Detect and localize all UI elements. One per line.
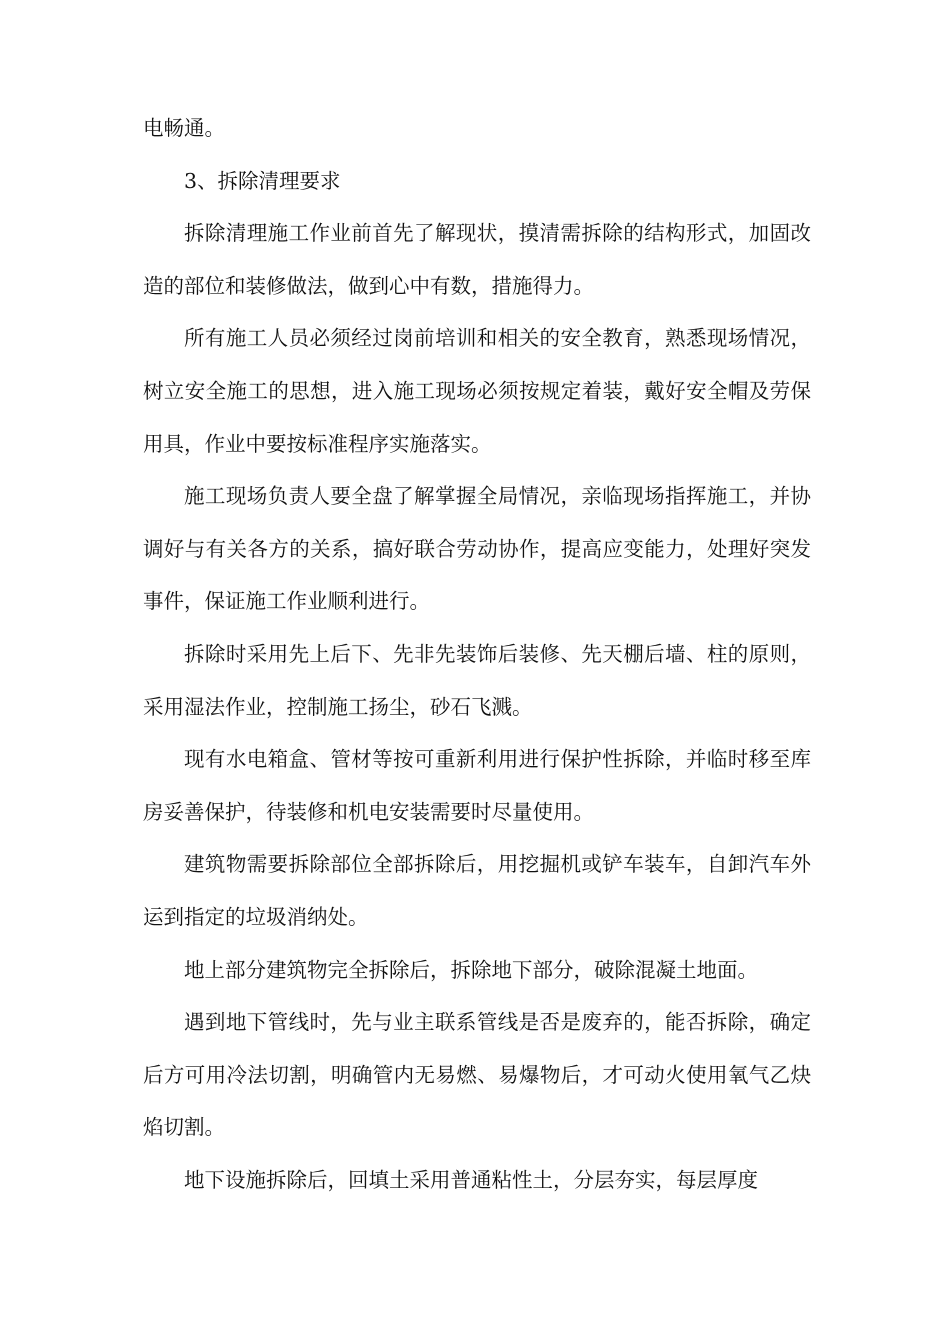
document-body bbox=[143, 102, 811, 1206]
paragraph: 地上部分建筑物完全拆除后，拆除地下部分，破除混凝土地面。 bbox=[184, 957, 758, 982]
section-heading: 3、拆除清理要求 bbox=[184, 168, 341, 193]
paragraph: 拆除时采用先上后下、先非先装饰后装修、先天棚后墙、柱的原则，采用湿法作业，控制施工扬尘，砂石飞溅。 bbox=[143, 641, 811, 719]
paragraph: 拆除清理施工作业前首先了解现状，摸清需拆除的结构形式，加固改造的部位和装修做法，做到心中有数，措施得力。 bbox=[143, 221, 811, 298]
paragraph: 遇到地下管线时，先与业主联系管线是否是废弃的，能否拆除，确定后方可用冷法切割，明确管内无易燃、易爆物后，才可动火使用氧气乙炔焰切割。 bbox=[143, 1010, 811, 1140]
paragraph: 建筑物需要拆除部位全部拆除后，用挖掘机或铲车装车，自卸汽车外运到指定的垃圾消纳处。 bbox=[143, 852, 811, 929]
paragraph: 施工现场负责人要全盘了解掌握全局情况，亲临现场指挥施工，并协调好与有关各方的关系，搞好联合劳动协作，提高应变能力，处理好突发事件，保证施工作业顺利进行。 bbox=[143, 484, 811, 614]
paragraph: 现有水电箱盒、管材等按可重新利用进行保护性拆除，并临时移至库房妥善保护，待装修和机电安装需要时尽量使用。 bbox=[143, 747, 811, 824]
paragraph: 所有施工人员必须经过岗前培训和相关的安全教育，熟悉现场情况，树立安全施工的思想，进入施工现场必须按规定着装，戴好安全帽及劳保用具，作业中要按标准程序实施落实。 bbox=[143, 326, 811, 456]
paragraph: 地下设施拆除后，回填土采用普通粘性土，分层夯实，每层厚度 bbox=[184, 1167, 758, 1192]
paragraph-continuation: 电畅通。 bbox=[143, 116, 225, 140]
